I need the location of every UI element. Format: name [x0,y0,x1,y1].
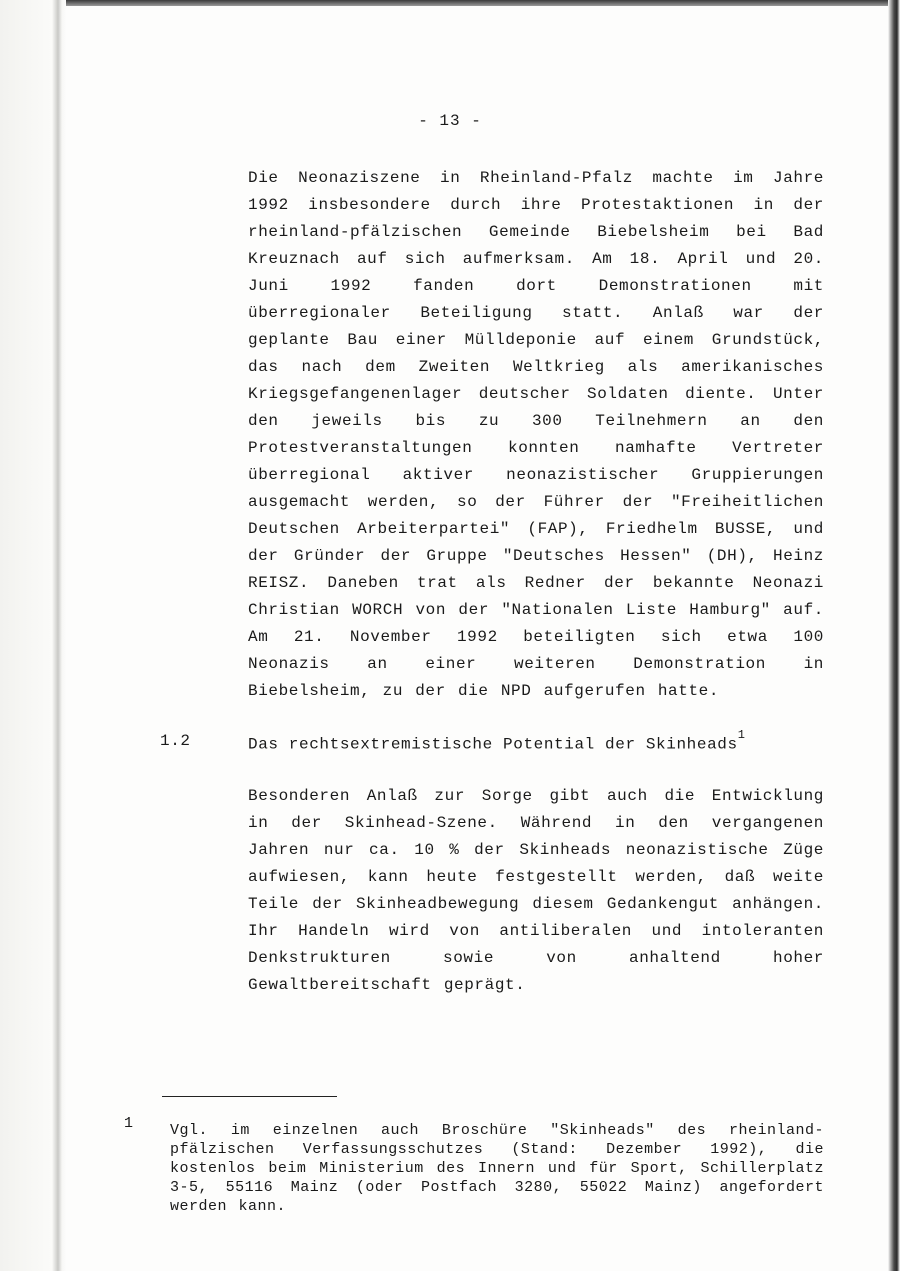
body-paragraph-neonazi-scene: Die Neonaziszene in Rheinland-Pfalz machte im Jahre 1992 insbesondere durch ihre Protestaktionen in der rheinland-pfälzischen Gemeinde Biebelsheim bei Bad Kreuznach auf sich aufmerksam. Am 18. April und 20. Juni 1992 fanden dort Demonstrationen mit überregionaler Beteiligung statt. Anlaß war der geplante Bau einer Mülldeponie auf einem Grundstück, das nach dem Zweiten Weltkrieg als amerikanisches Kriegsgefangenenlager deutscher Soldaten diente. Unter den jeweils bis zu 300 Teilnehmern an den Protestveranstaltungen konnten namhafte Vertreter überregional aktiver neonazistischer Gruppierungen ausgemacht werden, so der Führer der "Freiheitlichen Deutschen Arbeiterpartei" (FAP), Friedhelm BUSSE, und der Gründer der Gruppe "Deutsches Hessen" (DH), Heinz REISZ. Daneben trat als Redner der bekannte Neonazi Christian WORCH von der "Nationalen Liste Hamburg" auf. Am 21. November 1992 beteiligten sich etwa 100 Neonazis an einer weiteren Demonstration in Biebelsheim, zu der die NPD aufgerufen hatte. [248,169,824,700]
footnote-separator [162,1096,337,1097]
footnote-text: Vgl. im einzelnen auch Broschüre "Skinheads" des rheinland-pfälzischen Verfassungsschutzes (Stand: Dezember 1992), die kostenlos beim Ministerium des Innern und für Sport, Schillerplatz 3-5, 55116 Mainz (oder Postfach 3280, 55022 Mainz) angefordert werden kann. [170,1122,824,1215]
scan-edge-right [888,0,900,1271]
body-paragraph-skinheads: Besonderen Anlaß zur Sorge gibt auch die Entwicklung in der Skinhead-Szene. Während in den vergangenen Jahren nur ca. 10 % der Skinheads neonazistische Züge aufwiesen, kann heute festgestellt werden, daß weite Teile der Skinheadbewegung diesem Gedankengut anhängen. Ihr Handeln wird von antiliberalen und intoleranten Denkstrukturen sowie von anhaltend hoher Gewaltbereitschaft geprägt. [248,787,824,994]
section-number: 1.2 [160,732,191,750]
section-heading [248,728,746,754]
footnote-number: 1 [124,1115,134,1132]
page-number: - 13 - [418,112,482,130]
scan-edge-top [0,0,900,6]
scan-edge-left [0,0,66,1271]
footnote-reference: 1 [737,728,746,742]
section-title: Das rechtsextremistische Potential der Skinheads [248,735,738,754]
